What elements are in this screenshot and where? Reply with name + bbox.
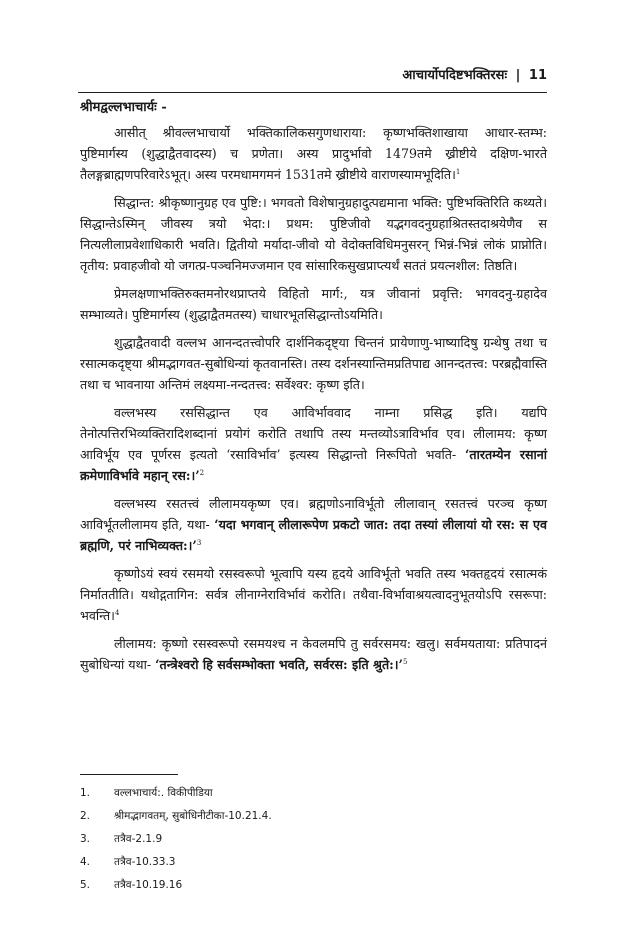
quotation: ‘तारतम्येन रसानां क्रमेणाविर्भावे महान् रस:।’ — [80, 447, 547, 483]
footnote-ref: 4 — [114, 608, 120, 617]
page-number: 11 — [528, 68, 547, 83]
footnote-number: 1. — [80, 787, 91, 799]
paragraph-text: वल्लभस्य रससिद्धान्त एव आविर्भाववाद नाम्ना प्रसिद्ध इति। यद्यपि तेनोत्पत्तिरभिव्यक्तिरादिशब्दानां प्रयोगं करोति तथापि तस्य मन्तव्योऽत्राविर्भाव एव। लीलामय: कृष्ण आविर्भूय एव पूर्णरस इत्यतो ‘रसाविर्भाव’ इत्यस्य सिद्धान्तो निरूपितो भवति- — [80, 405, 547, 462]
quotation: ‘यदा भगवान् लीलारूपेण प्रकटो जात: तदा तस्यां लीलायां यो रस: स एव ब्रह्मणि, परं नाभिव्यक्त:।’ — [80, 517, 547, 553]
paragraph-7 — [80, 563, 547, 626]
footnote-1 — [80, 782, 547, 805]
footnote-number: 2. — [80, 810, 91, 822]
footnote-2 — [80, 805, 547, 828]
paragraph-6 — [80, 493, 547, 556]
paragraph-5 — [80, 402, 547, 486]
paragraph-1 — [80, 122, 547, 185]
running-title: आचार्योपदिष्टभक्तिरसः — [402, 68, 508, 83]
running-header — [78, 62, 547, 90]
main-content — [80, 97, 547, 682]
header-separator: | — [515, 68, 521, 83]
paragraph-text: प्रेमलक्षणाभक्तिरुक्तमनोरथप्राप्तये विहितो मार्ग:, यत्र जीवानां प्रवृत्ति: भगवदनु-ग्रहादेव सम्भाव्यते। पुष्टिमार्गस्य (शुद्धाद्वैतमतस्य) चाधारभूतसिद्धान्तोऽयमिति। — [80, 286, 547, 322]
footnote-text: तत्रैव-10.19.16 — [114, 879, 183, 891]
footnote-4 — [80, 851, 547, 874]
footnote-number: 4. — [80, 856, 91, 868]
footnote-ref: 1 — [455, 167, 461, 176]
footnote-3 — [80, 828, 547, 851]
paragraph-3 — [80, 283, 547, 325]
paragraph-text: आसीत् श्रीवल्लभाचार्यो भक्तिकालिकसगुणधाराया: कृष्णभक्तिशाखाया आधार-स्तम्भ: पुष्टिमार्गस्य (शुद्धाद्वैतवादस्य) च प्रणेता। अस्य प्रादुर्भावो 1479तमे ख्रीष्टीये दक्षिण-भारते तैलङ्गब्राह्मणपरिवारेऽभूत्। अस्य परमधामगमनं 1531तमे ख्रीष्टीये वाराणस्यामभूदिति। — [80, 125, 547, 182]
footnote-rule — [80, 774, 178, 775]
quotation: ‘तन्त्रेश्वरो हि सर्वसम्भोक्ता भवति, सर्वरस: इति श्रुते:।’ — [155, 657, 403, 672]
section-title: श्रीमद्वल्लभाचार्यः - — [80, 100, 167, 115]
footnote-number: 5. — [80, 879, 91, 891]
paragraph-2 — [80, 192, 547, 276]
paragraph-text: वल्लभस्य रसतत्त्वं लीलामयकृष्ण एव। ब्रह्मणोऽनाविर्भूतो लीलावान् रसतत्त्वं परञ्च कृष्ण आविर्भूतलीलामय इति, यथा- — [80, 496, 547, 532]
paragraph-text: लीलामय: कृष्णो रसस्वरूपो रसमयश्च न केवलमपि तु सर्वरसमय: खलु। सर्वमयताया: प्रतिपादनं सुबोधिन्यां यथा- — [80, 636, 547, 672]
footnote-ref: 5 — [402, 657, 408, 666]
paragraph-4 — [80, 332, 547, 395]
paragraph-text: सिद्धान्त: श्रीकृष्णानुग्रह एव पुष्टि:। भगवतो विशेषानुग्रहादुत्पद्यमाना भक्ति: पुष्टिभक्तिरिति कथ्यते। सिद्धान्तेऽस्मिन् जीवस्य त्रयो भेदा:। प्रथम: पुष्टिजीवो यद्भगवदनुग्रहाश्रितस्तदाश्रयेणैव स नित्यलीलाप्रवेशाधिकारी भवति। द्वितीयो मर्यादा-जीवो यो वेदोक्तविधिमनुसरन् भिन्नं-भिन्नं लोकं प्राप्नोति। तृतीय: प्रवाहजीवो यो जगत्प्र-पञ्चनिमज्जमान एव सांसारिकसुखप्राप्त्यर्थं सततं प्रयत्नशील: तिष्ठति। — [80, 195, 547, 273]
footnote-text: तत्रैव-10.33.3 — [114, 856, 176, 868]
paragraph-text: शुद्धाद्वैतवादी वल्लभ आनन्दतत्त्वोपरि दार्शनिकदृष्ट्या चिन्तनं प्रायेणाणु-भाष्यादिषु ग्रन्थेषु तथा च रसात्मकदृष्ट्या श्रीमद्भागवत-सुबोधिन्यां कृतवानस्ति। तस्य दर्शनस्यान्तिमप्रतिपाद्य आनन्दतत्त्व: परब्रह्मैवास्ति तथा च भावनाया अन्तिमं लक्ष्यमा-नन्दतत्त्व: सर्वेश्वर: कृष्ण इति। — [80, 335, 547, 392]
footnote-ref: 3 — [196, 538, 202, 547]
paragraph-8 — [80, 633, 547, 675]
paragraph-text: कृष्णोऽयं स्वयं रसमयो रसस्वरूपो भूत्वापि यस्य हृदये आविर्भूतो भवति तस्य भक्तहृदयं रसात्मकं निर्माततीति। यथोद्गतागिन: सर्वत्र लीनाग्नेराविर्भावं करोति। तथैवा-विर्भावाश्रयत्वादनुभूतयोऽपि रसरूपा: भवन्ति। — [80, 566, 547, 623]
footnotes — [80, 782, 547, 897]
footnote-ref: 2 — [199, 468, 205, 477]
header-rule — [78, 92, 547, 93]
footnote-text: तत्रैव-2.1.9 — [114, 833, 163, 845]
footnote-number: 3. — [80, 833, 91, 845]
footnote-text: श्रीमद्भागवतम्, सुबोधिनीटीका-10.21.4. — [114, 810, 272, 822]
footnote-5 — [80, 874, 547, 897]
footnote-text: वल्लभाचार्य:. विकीपीडिया — [114, 787, 213, 799]
